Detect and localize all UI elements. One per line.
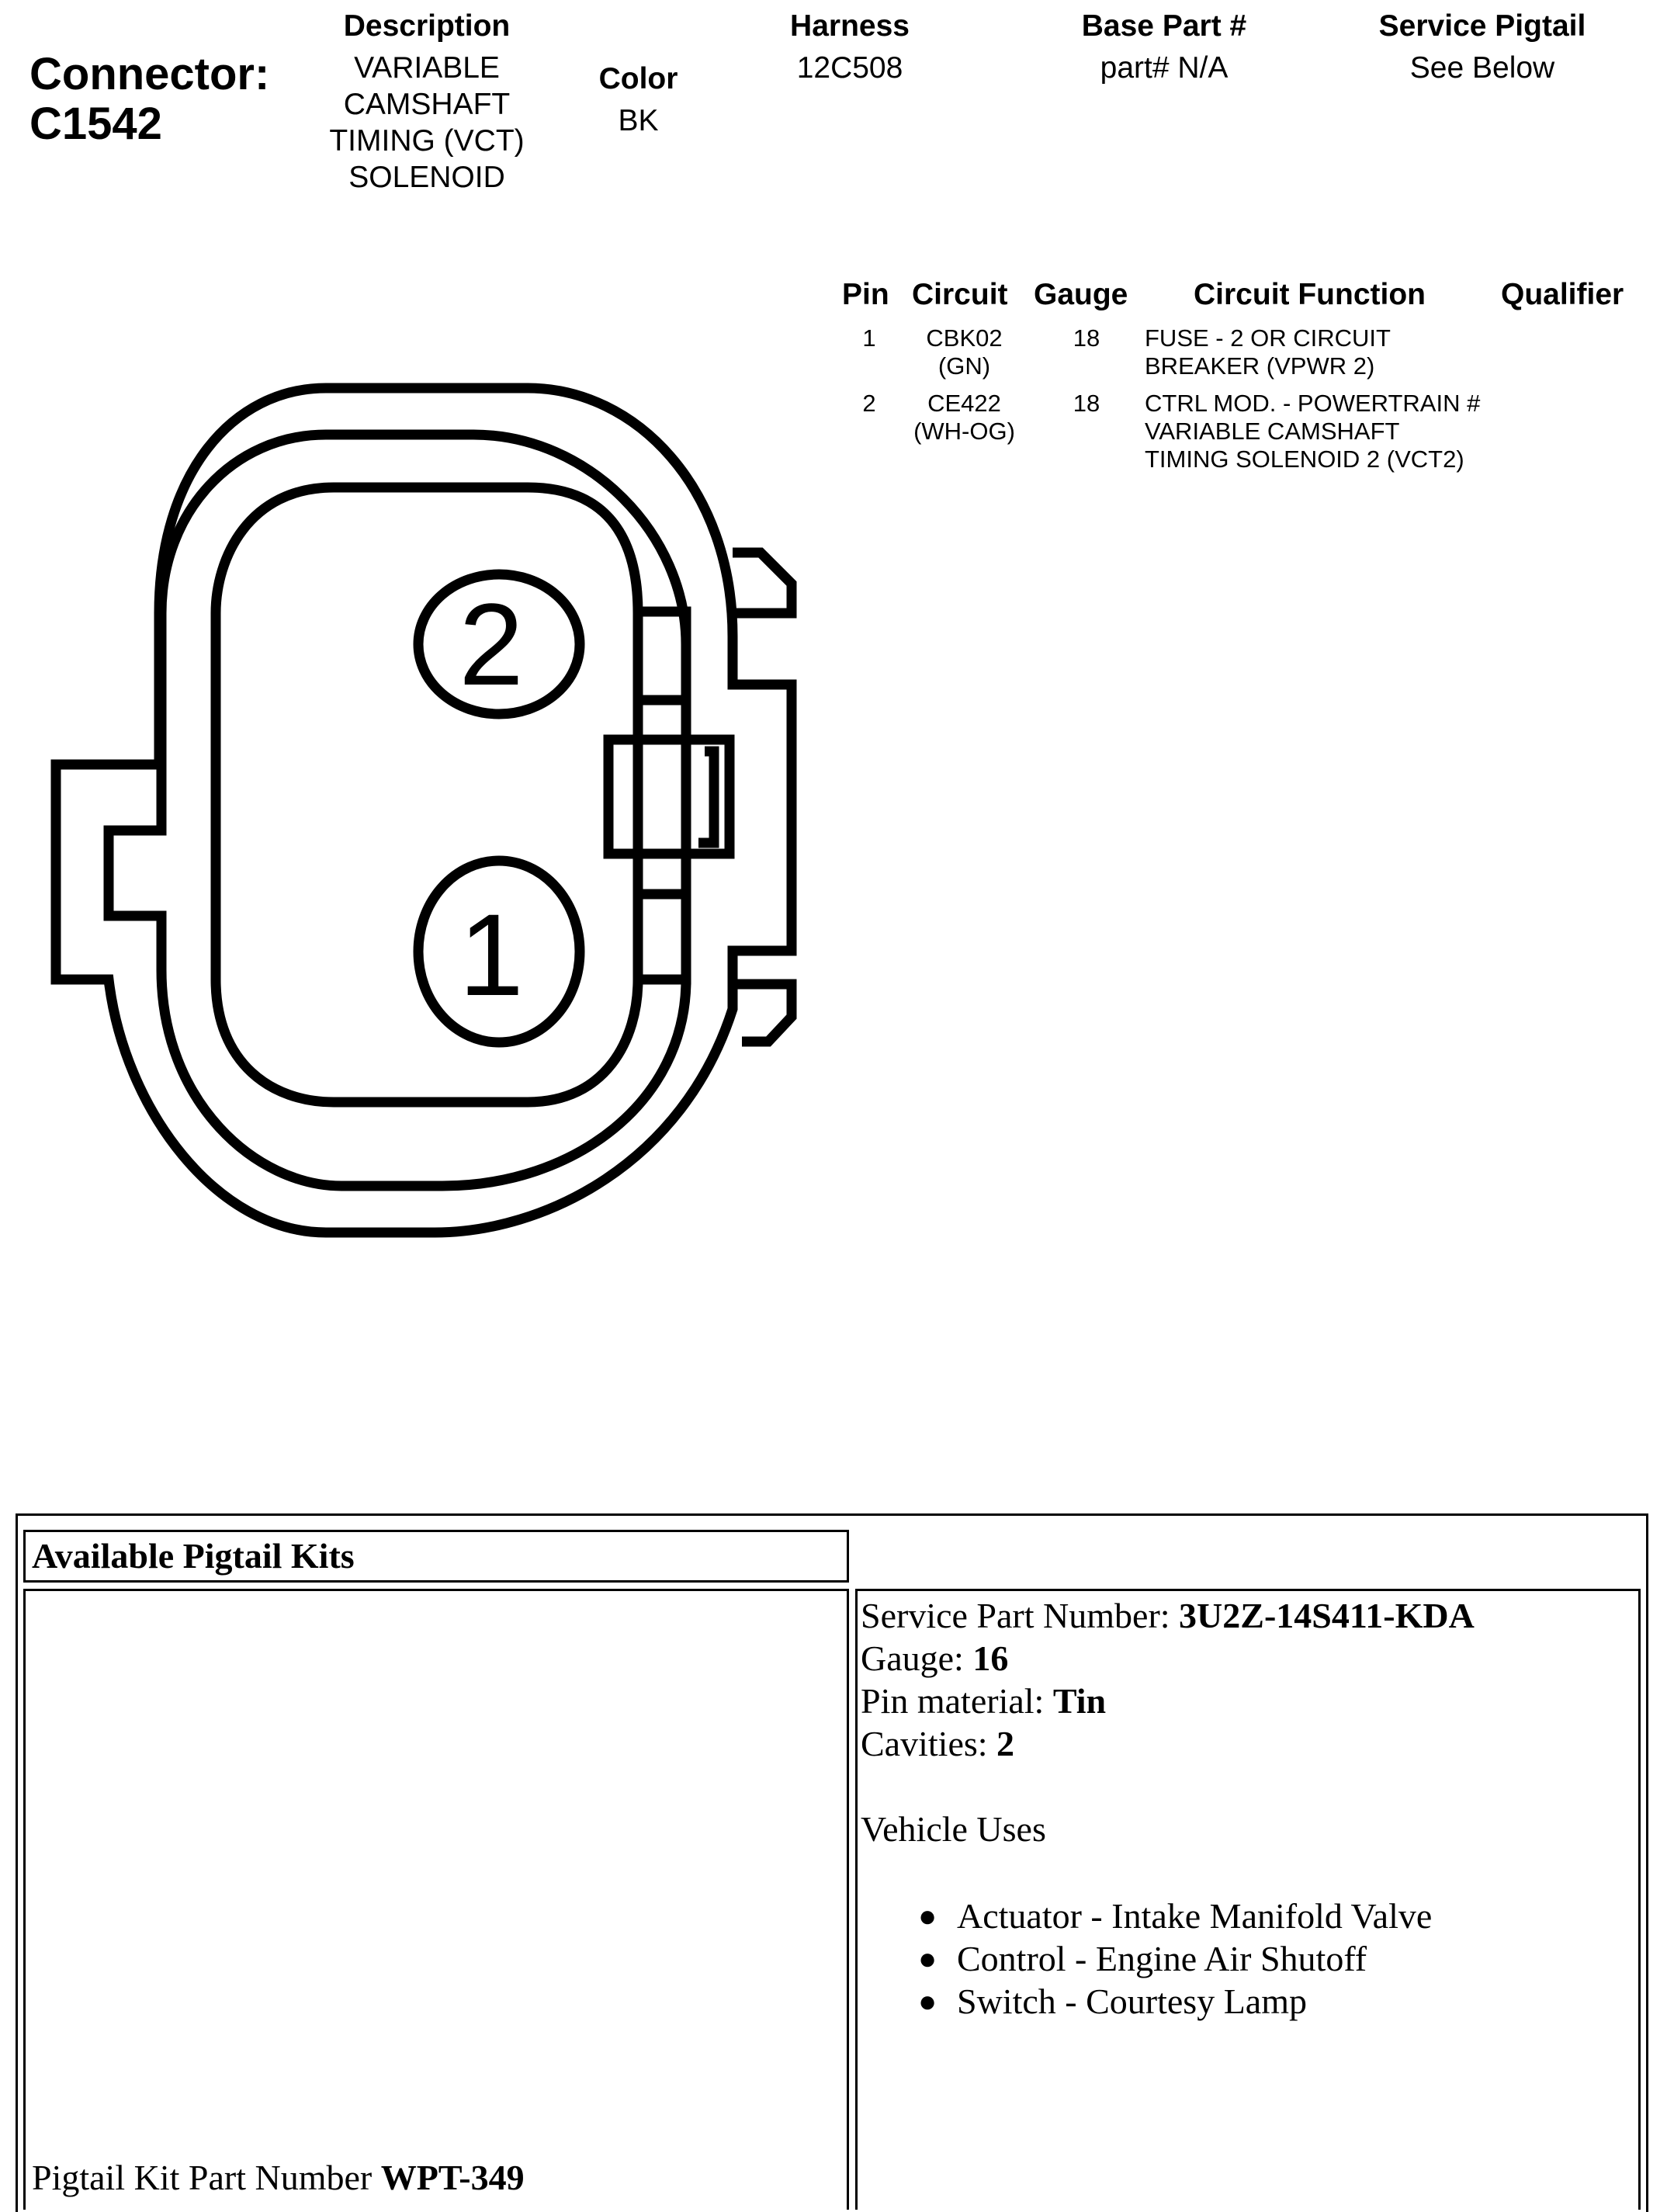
connector-label: Connector: [29,49,270,99]
description-line: SOLENOID [348,161,505,194]
function-cell [1145,324,1391,380]
service-pigtail-column [1343,9,1622,86]
gauge-header: Gauge [1034,278,1128,311]
function-line: FUSE - 2 OR CIRCUIT [1145,324,1391,352]
service-part-label: Service Part Number: [861,1596,1180,1635]
circuit-code: CE422 [927,390,1001,417]
cavities-value: 2 [996,1724,1015,1763]
pin-material [861,1680,1475,1722]
description-line: CAMSHAFT [343,88,511,121]
base-part-label: Base Part # [1081,9,1247,43]
vehicle-use-text: Control - Engine Air Shutoff [957,1939,1367,1978]
circuit-cell [892,324,1036,380]
service-part-value: 3U2Z-14S411-KDA [1179,1596,1475,1635]
function-cell [1145,390,1480,473]
bullet-icon: ● [918,1898,937,1933]
pigtail-kit-number [32,2156,525,2199]
pin-material-label: Pin material: [861,1681,1053,1721]
pin-material-value: Tin [1052,1681,1107,1721]
service-pigtail-label: Service Pigtail [1378,9,1586,43]
harness-column [745,9,955,86]
vehicle-use-text: Actuator - Intake Manifold Valve [957,1896,1433,1936]
cavities-label: Cavities: [861,1724,997,1763]
circuit-color: (WH-OG) [913,418,1015,445]
function-line: BREAKER (VPWR 2) [1145,352,1375,380]
description-line: TIMING (VCT) [329,124,525,158]
pigtail-kit-cell [23,1589,849,2210]
description-line: VARIABLE [354,51,500,85]
list-item [918,1895,1475,1937]
pin-cell: 1 [862,324,876,352]
description-column [295,9,559,196]
circuit-color: (GN) [937,352,991,380]
list-item [918,1937,1475,1980]
vehicle-uses-list [918,1895,1475,2023]
latch-tab-inner [698,751,714,843]
bullet-icon: ● [918,1941,937,1976]
pigtail-details [861,1594,1475,2023]
pigtail-title-cell [23,1530,849,1583]
circuit-header: Circuit [912,278,1008,311]
function-line: CTRL MOD. - POWERTRAIN # [1145,390,1481,417]
service-pigtail-value: See Below [1409,51,1555,85]
latch-block [638,612,686,979]
pigtail-gauge-label: Gauge: [861,1638,973,1678]
base-part-column [1040,9,1288,86]
function-line: TIMING SOLENOID 2 (VCT2) [1145,446,1464,473]
description-value [295,50,559,196]
harness-label: Harness [790,9,910,43]
upper-clip [733,553,792,613]
cavities [861,1722,1475,1765]
pigtail-gauge-value: 16 [972,1638,1009,1678]
color-value: BK [618,104,659,137]
pigtail-details-cell [855,1589,1641,2210]
qualifier-header: Qualifier [1501,278,1624,311]
gauge-cell: 18 [1073,324,1100,352]
pigtail-kit-value: WPT-349 [380,2158,525,2197]
circuit-function-header: Circuit Function [1194,278,1426,311]
pin-header: Pin [842,278,889,311]
pigtail-section-title: Available Pigtail Kits [32,1536,355,1576]
gauge-cell: 18 [1073,390,1100,417]
harness-value: 12C508 [796,51,903,85]
pin-cell: 2 [862,390,876,417]
color-column [567,62,710,139]
service-part-number [861,1594,1475,1637]
pin-cavity-outline [216,487,638,1102]
description-label: Description [343,9,511,43]
circuit-cell [892,390,1036,446]
vehicle-use-text: Switch - Courtesy Lamp [957,1981,1307,2021]
list-item [918,1980,1475,2023]
circuit-code: CBK02 [926,324,1003,352]
vehicle-uses-label: Vehicle Uses [861,1809,1046,1849]
color-label: Color [598,62,678,95]
function-line: VARIABLE CAMSHAFT [1145,418,1400,445]
connector-face-diagram [0,342,838,1257]
base-part-value: part# N/A [1100,51,1229,85]
bullet-icon: ● [918,1984,937,2019]
connector-id: C1542 [29,99,162,149]
pin-1-label: 1 [459,889,524,1020]
pigtail-kit-label: Pigtail Kit Part Number [32,2158,381,2197]
connector-title [29,50,269,149]
pigtail-gauge [861,1637,1475,1680]
pin-2-label: 2 [459,579,524,709]
lower-clip [733,984,792,1042]
